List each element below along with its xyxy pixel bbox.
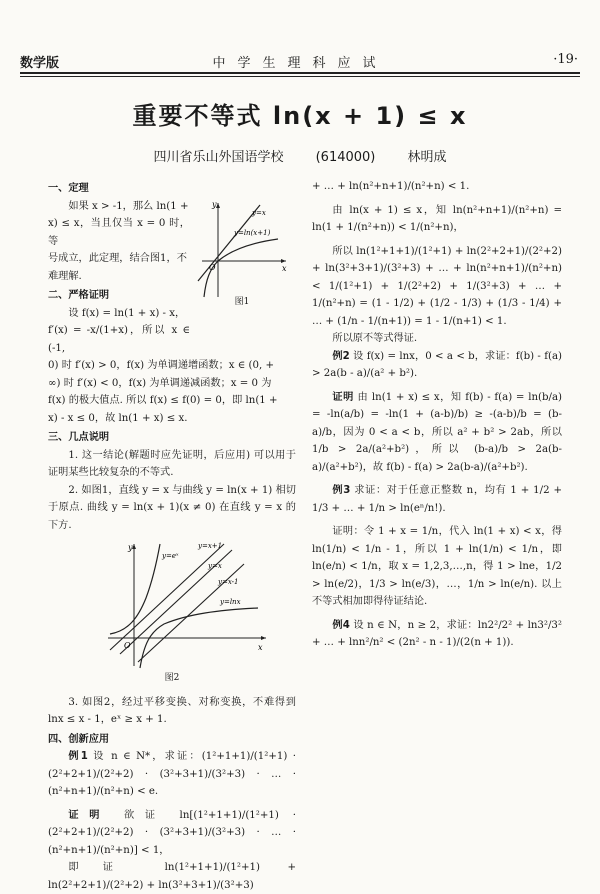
fig2-x-label: x — [258, 643, 263, 652]
example-2-text: 设 f(x) = lnx，0 < a < b，求证：f(b) - f(a) > 2a(b - a)/(a² + b²). — [312, 350, 562, 379]
fig1-curve-label: y=ln(x+1) — [234, 229, 271, 237]
fig2-label-x: y=x — [208, 562, 222, 570]
note-2: 2. 如图1，直线 y = x 与曲线 y = ln(x + 1) 相切于原点. 曲线 y = ln(x + 1)(x ≠ 0) 在直线 y = x 的下方. — [48, 484, 296, 531]
proof-2-text: 由 ln(1 + x) ≤ x，知 f(b) - f(a) = ln(b/a) = -ln(a/b) = -ln(1 + (a-b)/b) ≥ -(a-b)/b = (b-a)/b，因为 0 < a < b，所以 a² + b² > 2ab，所以 1/b > 2a/(a²+b²)，所以 (b-a)/b > 2a(b-a)/(a²+b²)，故 f(b) - f(a) > 2a(b-a)/(a²+b²). — [312, 391, 562, 473]
figure-2 — [48, 538, 296, 670]
fig2-origin-label: O — [124, 641, 131, 650]
right-line-1: + … + ln(n²+n+1)/(n²+n) < 1. — [312, 181, 470, 192]
page-header — [0, 0, 600, 80]
fig2-label-lnx: y=lnx — [220, 598, 241, 606]
proof-2-label: 证明 — [332, 391, 354, 403]
proof-1-label: 证明 — [68, 809, 111, 821]
right-line-2: 由 ln(x + 1) ≤ x，知 ln(n²+n+1)/(n²+n) = ln(1 + 1/(n²+n)) < 1/(n²+n)， — [312, 204, 562, 233]
note-3: 3. 如图2，经过平移变换、对称变换，不难得到 lnx ≤ x - 1，eˣ ≥ x + 1. — [48, 696, 296, 725]
proof-line-4: ∞) 时 f′(x) < 0，f(x) 为单调递减函数；x = 0 为 — [48, 377, 272, 389]
author-name: 林明成 — [407, 150, 447, 165]
page-number: ·19· — [553, 52, 578, 67]
example-4-label: 例4 — [332, 619, 350, 631]
theorem-line-2: x) ≤ x，当且仅当 x = 0 时，等 — [48, 218, 190, 247]
fig2-y-label: y — [128, 543, 133, 552]
fig2-curve-exp — [110, 544, 160, 634]
author-line — [0, 146, 600, 165]
fig1-line-label: y=x — [252, 209, 266, 217]
right-line-3: 所以 ln(1²+1+1)/(1²+1) + ln(2²+2+1)/(2²+2) + ln(3²+3+1)/(3²+3) + … + ln(n²+n+1)/(n²+n) < 1/(1²+1) + 1/(2²+2) + 1/(3²+3) + … + 1/(n²+n) = (1 - 1/2) + (1/2 - 1/3) + (1/3 - 1/4) + … + (1/n - 1/(n+1)) = 1 - 1/(n+1) < 1. — [312, 245, 562, 327]
right-line-4: 所以原不等式得证. — [332, 333, 418, 344]
figure-2-caption: 图2 — [164, 673, 180, 683]
note-1: 1. 这一结论(解题时应先证明，后应用) 可以用于证明某些比较复杂的不等式. — [48, 449, 296, 478]
section-theorem: 一、定理 — [48, 183, 89, 194]
example-3-label: 例3 — [332, 485, 351, 496]
example-1-label: 例1 — [68, 751, 88, 762]
fig2-label-exp: y=eˣ — [162, 552, 179, 560]
proof-line-3: 0) 时 f′(x) > 0，f(x) 为单调递增函数；x ∈ (0, + — [48, 360, 275, 371]
section-notes: 三、几点说明 — [48, 432, 110, 443]
fig1-x-label: x — [282, 264, 287, 273]
fig2-y-arrow — [132, 544, 136, 549]
fig2-label-x-minus-1: y=x-1 — [218, 578, 239, 586]
fig2-x-arrow — [261, 636, 266, 640]
theorem-line-1: 如果 x > -1，那么 ln(1 + — [68, 200, 189, 212]
proof-3-text: 证明：令 1 + x = 1/n，代入 ln(1 + x) < x，得 ln(1/n) < 1/n - 1，所以 1 + ln(1/n) < 1/n，即 ln(e/n) < 1/n，取 x = 1,2,3,…,n，得 1 > lne，1/2 > ln(e/2)，1/3 > ln(e/3)，…，1/n > ln(e/n). 以上不等式相加即得待证结论. — [312, 526, 562, 607]
journal-name: 中学生理科应试 — [212, 56, 388, 71]
example-4-text: 设 n ∈ N，n ≥ 2，求证：ln2²/2² + ln3²/3² + … + lnn²/n² < (2n² - n - 1)/(2(n + 1)). — [312, 619, 562, 648]
journal-edition: 数学版 — [20, 56, 60, 71]
proof-1-text: 欲证 ln[(1²+1+1)/(1²+1) · (2²+2+1)/(2²+2) · (3²+3+1)/(3²+3) · … · (n²+n+1)/(n²+n)] < 1， — [48, 809, 296, 856]
section-applications: 四、创新应用 — [48, 733, 110, 745]
example-3-text: 求证：对于任意正整数 n，均有 1 + 1/2 + 1/3 + … + 1/n > ln(eⁿ/n!). — [312, 485, 562, 514]
fig1-origin-label: O — [209, 263, 216, 272]
header-rule — [20, 72, 580, 77]
section-proof: 二、严格证明 — [48, 290, 110, 301]
article-title: 重要不等式 ln(x + 1) ≤ x — [132, 102, 468, 130]
example-2-label: 例2 — [332, 350, 350, 362]
right-column — [312, 178, 562, 652]
theorem-line-4: 难理解. — [48, 270, 82, 282]
author-zip: (614000) — [315, 150, 376, 165]
proof-1-continued: 即证 ln(1²+1+1)/(1²+1) + ln(2²+2+1)/(2²+2) + ln(3²+3+1)/(3²+3) — [48, 862, 296, 891]
fig2-label-x-plus-1: y=x+1 — [198, 542, 223, 550]
author-affiliation: 四川省乐山外国语学校 — [153, 150, 284, 165]
proof-line-2: f′(x) = -x/(1+x)，所以 x ∈ (-1, — [48, 325, 190, 354]
fig1-y-label: y — [212, 200, 217, 209]
theorem-line-3: 号成立，此定理，结合图1，不 — [48, 253, 187, 264]
proof-line-5: f(x) 的极大值点. 所以 f(x) ≤ f(0) = 0，即 ln(1 + — [48, 395, 278, 406]
figure-1-caption: 图1 — [234, 297, 250, 307]
example-1-text: 设 n ∈ N*，求证：(1²+1+1)/(1²+1) · (2²+2+1)/(2²+2) · (3²+3+1)/(3²+3) · … · (n²+n+1)/(n²+n) < e. — [48, 751, 296, 797]
proof-line-6: x) - x ≤ 0，故 ln(1 + x) ≤ x. — [48, 412, 188, 424]
left-column — [48, 178, 296, 894]
proof-line-1: 设 f(x) = ln(1 + x) - x， — [68, 307, 186, 319]
